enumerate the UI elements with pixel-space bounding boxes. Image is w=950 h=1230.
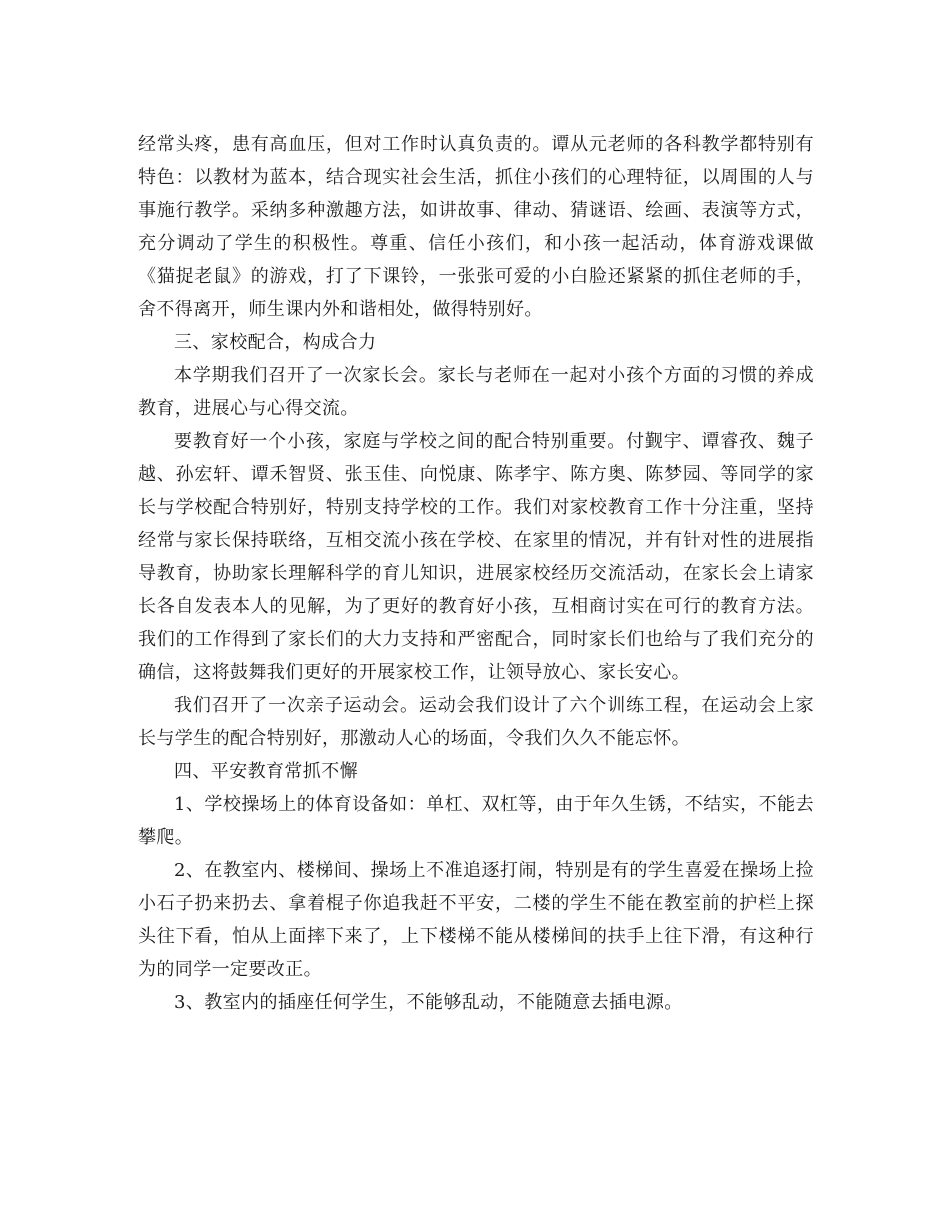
paragraph-parent-meeting: 本学期我们召开了一次家长会。家长与老师在一起对小孩个方面的习惯的养成教育，进展心与心得交流。 bbox=[138, 365, 814, 419]
safety-item-1: 1、学校操场上的体育设备如：单杠、双杠等，由于年久生锈，不结实，不能去攀爬。 bbox=[138, 794, 814, 848]
safety-item-2: 2、在教室内、楼梯间、操场上不准追逐打闹，特别是有的学生喜爱在操场上捡小石子扔来扔去、拿着棍子你追我赶不平安，二楼的学生不能在教室前的护栏上探头往下看，怕从上面摔下来了，上下楼梯不能从楼梯间的扶手上往下滑，有这种行为的同学一定要改正。 bbox=[138, 860, 814, 980]
safety-item-3: 3、教室内的插座任何学生，不能够乱动，不能随意去插电源。 bbox=[174, 992, 683, 1013]
paragraph-home-school-cooperation: 要教育好一个小孩，家庭与学校之间的配合特别重要。付觐宇、谭睿孜、魏子越、孙宏轩、谭禾智贤、张玉佳、向悦康、陈孝宇、陈方奥、陈梦园、等同学的家长与学校配合特别好，特别支持学校的工作。我们对家校教育工作十分注重，坚持经常与家长保持联络，互相交流小孩在学校、在家里的情况，并有针对性的进展指导教育，协助家长理解科学的育儿知识，进展家校经历交流活动，在家长会上请家长各自发表本人的见解，为了更好的教育好小孩，互相商讨实在可行的教育方法。我们的工作得到了家长们的大力支持和严密配合，同时家长们也给与了我们充分的确信，这将鼓舞我们更好的开展家校工作，让领导放心、家长安心。 bbox=[138, 431, 814, 683]
paragraph-teacher-description: 经常头疼，患有高血压，但对工作时认真负责的。谭从元老师的各科教学都特别有特色：以教材为蓝本，结合现实社会生活，抓住小孩们的心理特征，以周围的人与事施行教学。采纳多种激趣方法，如讲故事、律动、猜谜语、绘画、表演等方式，充分调动了学生的积极性。尊重、信任小孩们，和小孩一起活动，体育游戏课做《猫捉老鼠》的游戏，打了下课铃，一张张可爱的小白脸还紧紧的抓住老师的手，舍不得离开，师生课内外和谐相处，做得特别好。 bbox=[138, 134, 814, 320]
section-heading-home-school: 三、家校配合，构成合力 bbox=[174, 332, 377, 353]
paragraph-sports-meeting: 我们召开了一次亲子运动会。运动会我们设计了六个训练工程，在运动会上家长与学生的配合特别好，那激动人心的场面，令我们久久不能忘怀。 bbox=[138, 695, 814, 749]
document-body bbox=[138, 128, 814, 1019]
section-heading-safety: 四、平安教育常抓不懈 bbox=[174, 761, 358, 782]
